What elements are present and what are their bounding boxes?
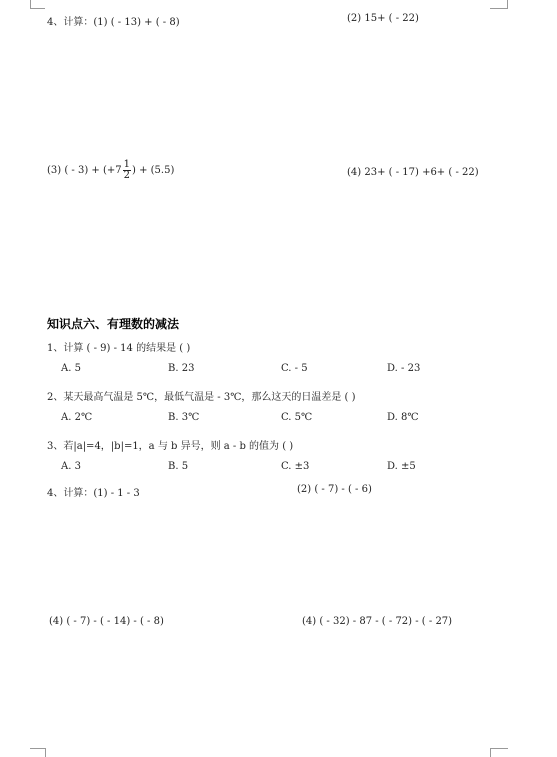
crop-mark-top-left-h (30, 8, 45, 9)
question-3-stem: 3、若|a|=4，|b|=1，a 与 b 异号，则 a - b 的值为 ( ) (47, 441, 294, 452)
question-2-stem: 2、某天最高气温是 5℃，最低气温是 - 3℃，那么这天的日温差是 ( ) (47, 392, 356, 403)
question-2-option-c: C. 5℃ (281, 412, 313, 423)
crop-mark-top-left (30, 0, 31, 8)
question-2-option-a: A. 2℃ (61, 412, 93, 423)
q4-top-part2: (2) 15+ ( - 22) (347, 13, 419, 24)
fraction-denominator: 2 (123, 170, 130, 181)
question-4-intro: 4、计算：(1) - 1 - 3 (47, 488, 140, 499)
question-2-option-b: B. 3℃ (168, 412, 200, 423)
question-1-option-b: B. 23 (168, 363, 195, 374)
crop-mark-top-right (507, 0, 508, 8)
question-1-option-c: C. - 5 (281, 363, 308, 374)
crop-mark-bottom-right (490, 748, 508, 749)
q4-top-part3 (47, 160, 174, 181)
question-3-option-d: D. ±5 (387, 461, 416, 472)
q4-top-part4: (4) 23+ ( - 17) +6+ ( - 22) (347, 167, 479, 178)
question-3-option-b: B. 5 (168, 461, 189, 472)
question-4-part2: (2) ( - 7) - ( - 6) (297, 484, 372, 495)
question-1-stem: 1、计算 ( - 9) - 14 的结果是 ( ) (47, 343, 191, 354)
crop-mark-bottom-left-v (45, 748, 46, 757)
question-2-option-d: D. 8℃ (387, 412, 419, 423)
question-4-part3: (4) ( - 7) - ( - 14) - ( - 8) (49, 616, 164, 627)
crop-mark-bottom-right-v (490, 748, 491, 757)
crop-mark-top-right-h (490, 8, 508, 9)
q4-top-intro: 4、计算：(1) ( - 13) + ( - 8) (47, 17, 180, 28)
section-heading: 知识点六、有理数的减法 (47, 317, 180, 331)
fraction-one-half (123, 160, 131, 181)
fraction-numerator: 1 (123, 159, 130, 170)
question-4-part4: (4) ( - 32) - 87 - ( - 72) - ( - 27) (302, 616, 453, 627)
question-3-option-a: A. 3 (61, 461, 81, 472)
q4-top-part3-prefix: (3) ( - 3) + (+7 (47, 165, 122, 176)
question-1-option-a: A. 5 (61, 363, 81, 374)
question-1-option-d: D. - 23 (387, 363, 421, 374)
question-3-option-c: C. ±3 (281, 461, 310, 472)
q4-top-part3-suffix: ) + (5.5) (132, 165, 175, 176)
crop-mark-bottom-left (30, 748, 45, 749)
